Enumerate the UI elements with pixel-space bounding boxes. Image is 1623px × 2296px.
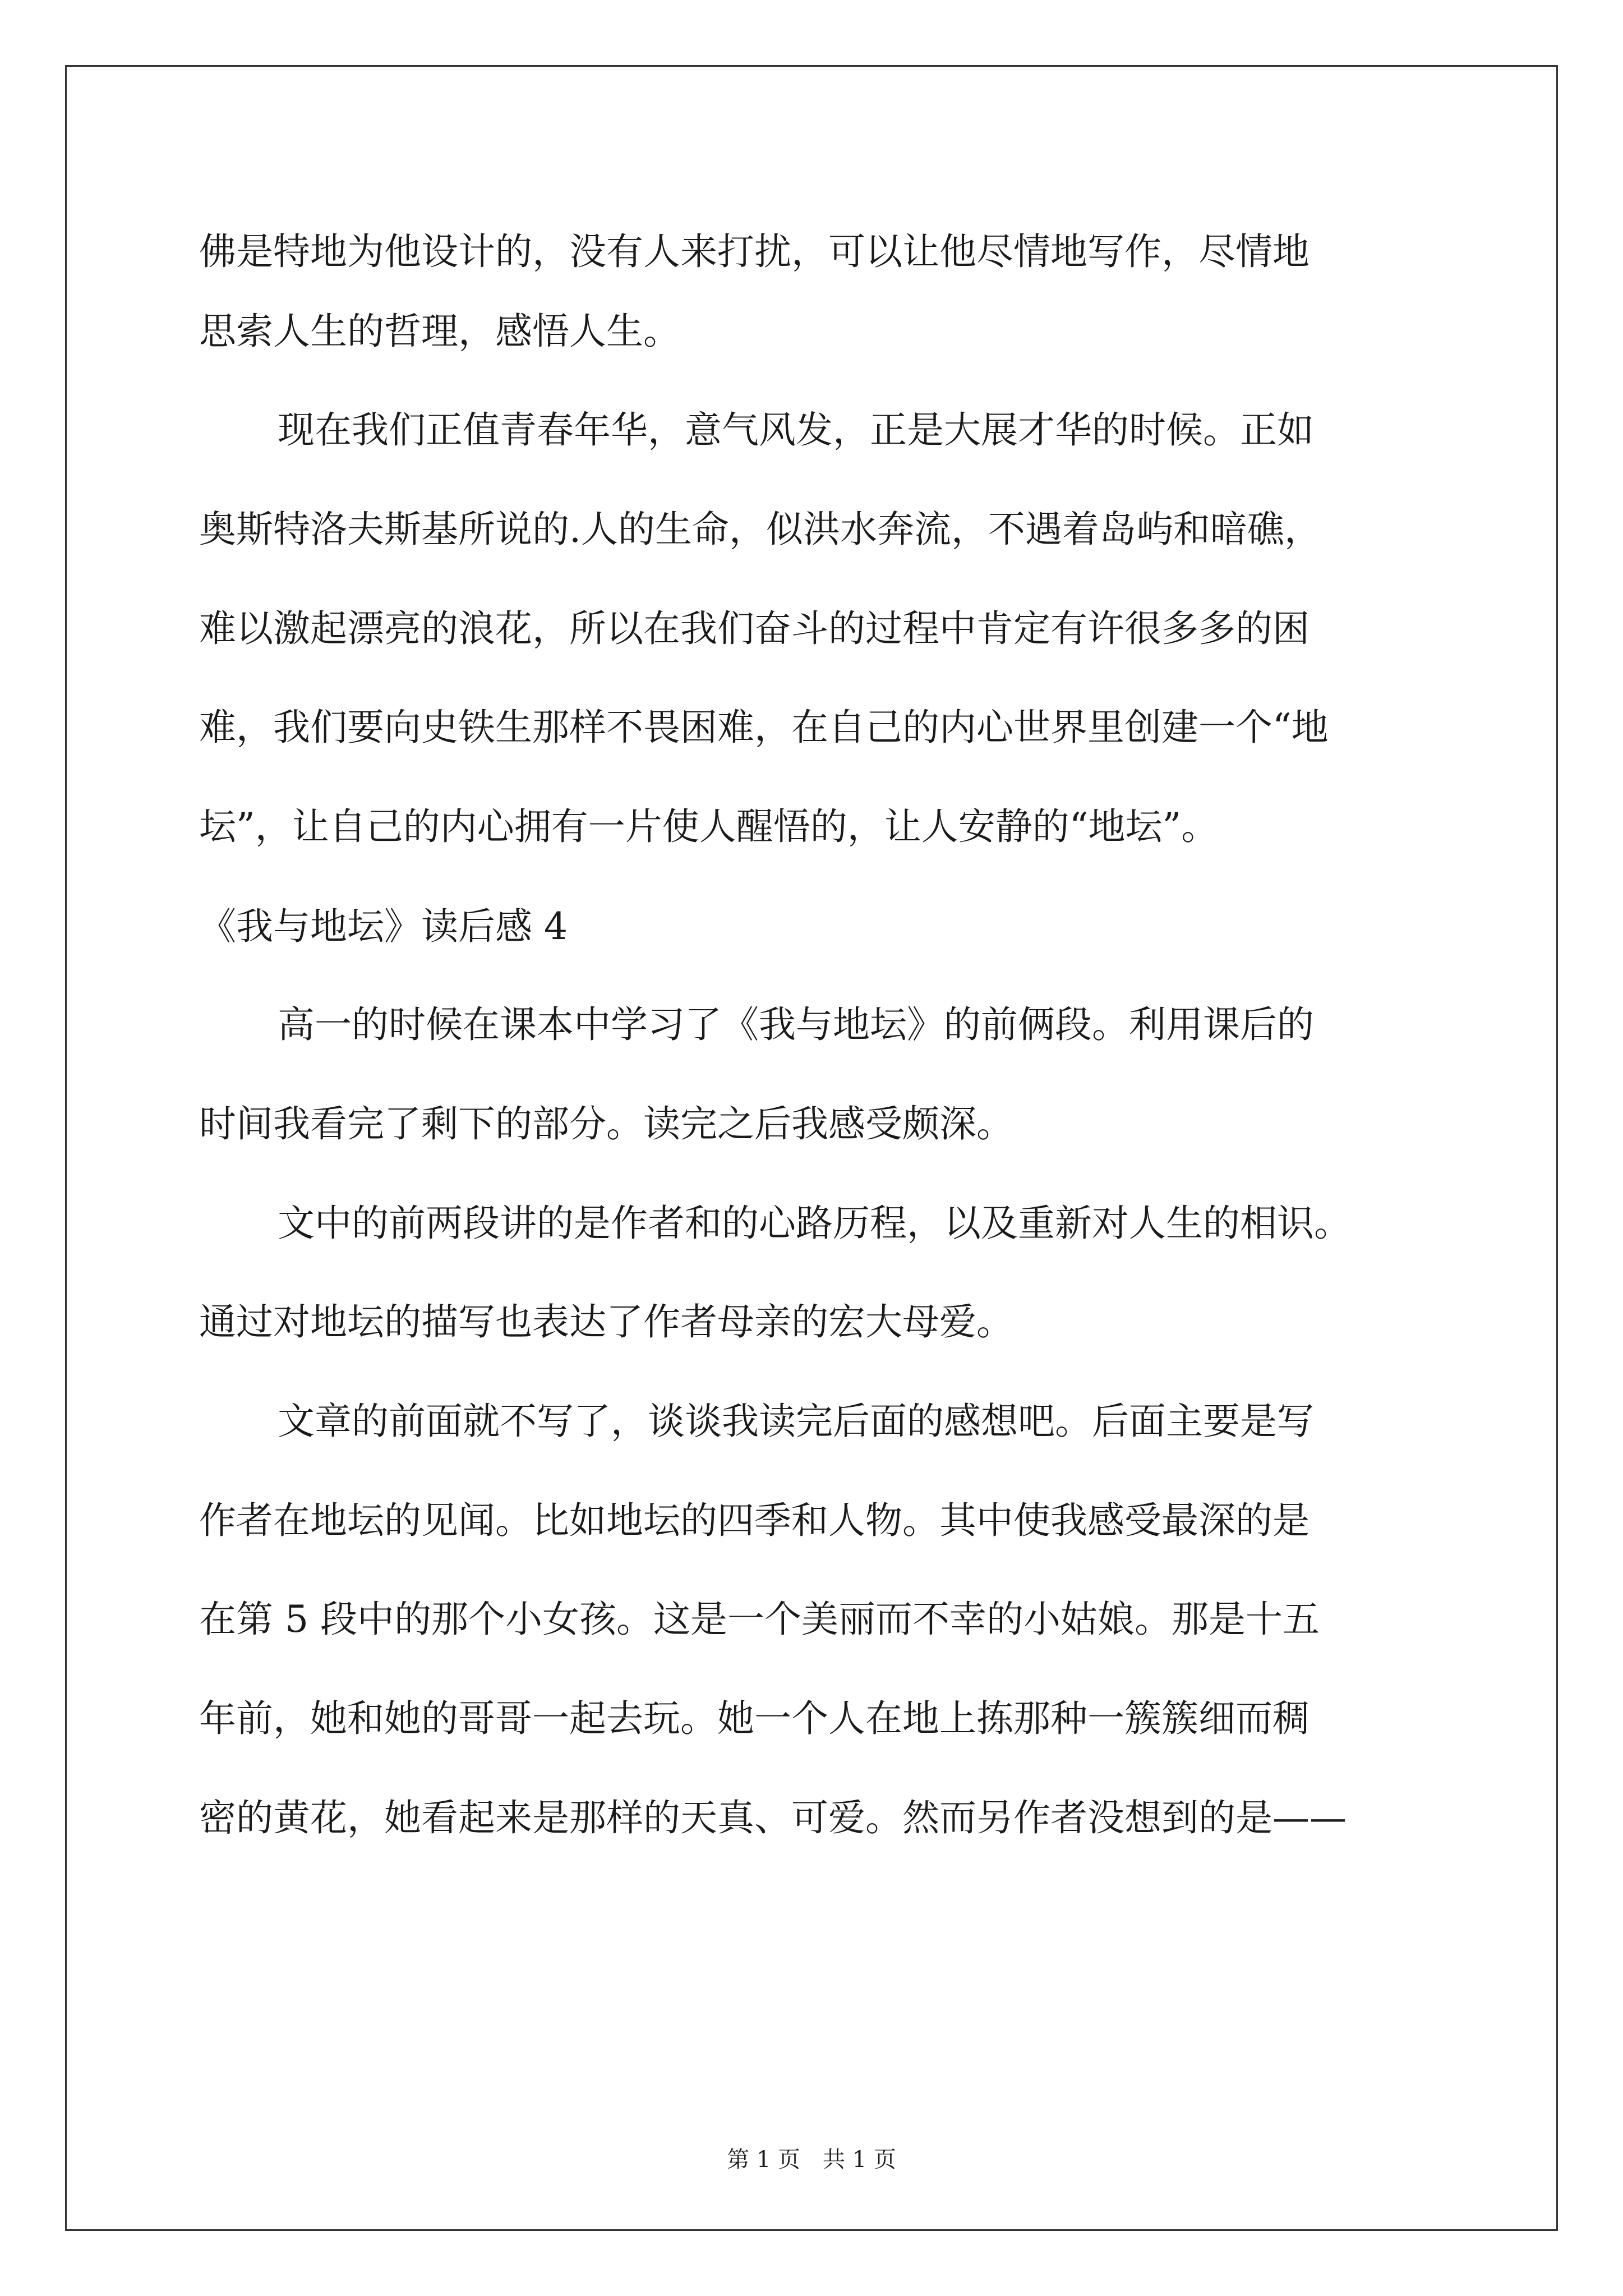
text-line: 年前，她和她的哥哥一起去玩。她一个人在地上拣那种一簇簇细而稠: [199, 1697, 1310, 1740]
text-line: 佛是特地为他设计的，没有人来打扰，可以让他尽情地写作，尽情地: [199, 230, 1310, 273]
text-line: 通过对地坛的描写也表达了作者母亲的宏大母爱。: [199, 1300, 1013, 1343]
paragraph-first-line: 文中的前两段讲的是作者和的心路历程，以及重新对人生的相识。: [278, 1202, 1351, 1245]
text-line: 难以激起漂亮的浪花，所以在我们奋斗的过程中肯定有许很多多的困: [199, 607, 1310, 650]
text-line: 作者在地坛的见闻。比如地坛的四季和人物。其中使我感受最深的是: [199, 1499, 1310, 1542]
text-line: 思索人生的哲理，感悟人生。: [199, 310, 680, 353]
text-line: 坛”，让自己的内心拥有一片使人醒悟的，让人安静的“地坛”。: [199, 805, 1219, 848]
page-footer: 第 1 页 共 1 页: [727, 2147, 896, 2173]
paragraph-first-line: 现在我们正值青春年华，意气风发，正是大展才华的时候。正如: [278, 408, 1314, 452]
text-line: 奥斯特洛夫斯基所说的.人的生命，似洪水奔流，不遇着岛屿和暗礁，: [199, 508, 1321, 551]
paragraph-first-line: 文章的前面就不写了，谈谈我读完后面的感想吧。后面主要是写: [278, 1400, 1314, 1443]
text-line: 时间我看完了剩下的部分。读完之后我感受颇深。: [199, 1102, 1013, 1145]
text-line: 在第 5 段中的那个小女孩。这是一个美丽而不幸的小姑娘。那是十五: [199, 1598, 1320, 1641]
section-heading: 《我与地坛》读后感 4: [199, 905, 568, 948]
page-frame: [65, 65, 1558, 2231]
text-line: 密的黄花，她看起来是那样的天真、可爱。然而另作者没想到的是——: [199, 1796, 1347, 1839]
text-line: 难，我们要向史铁生那样不畏困难，在自己的内心世界里创建一个“地: [199, 706, 1329, 749]
paragraph-first-line: 高一的时候在课本中学习了《我与地坛》的前俩段。利用课后的: [278, 1003, 1314, 1046]
